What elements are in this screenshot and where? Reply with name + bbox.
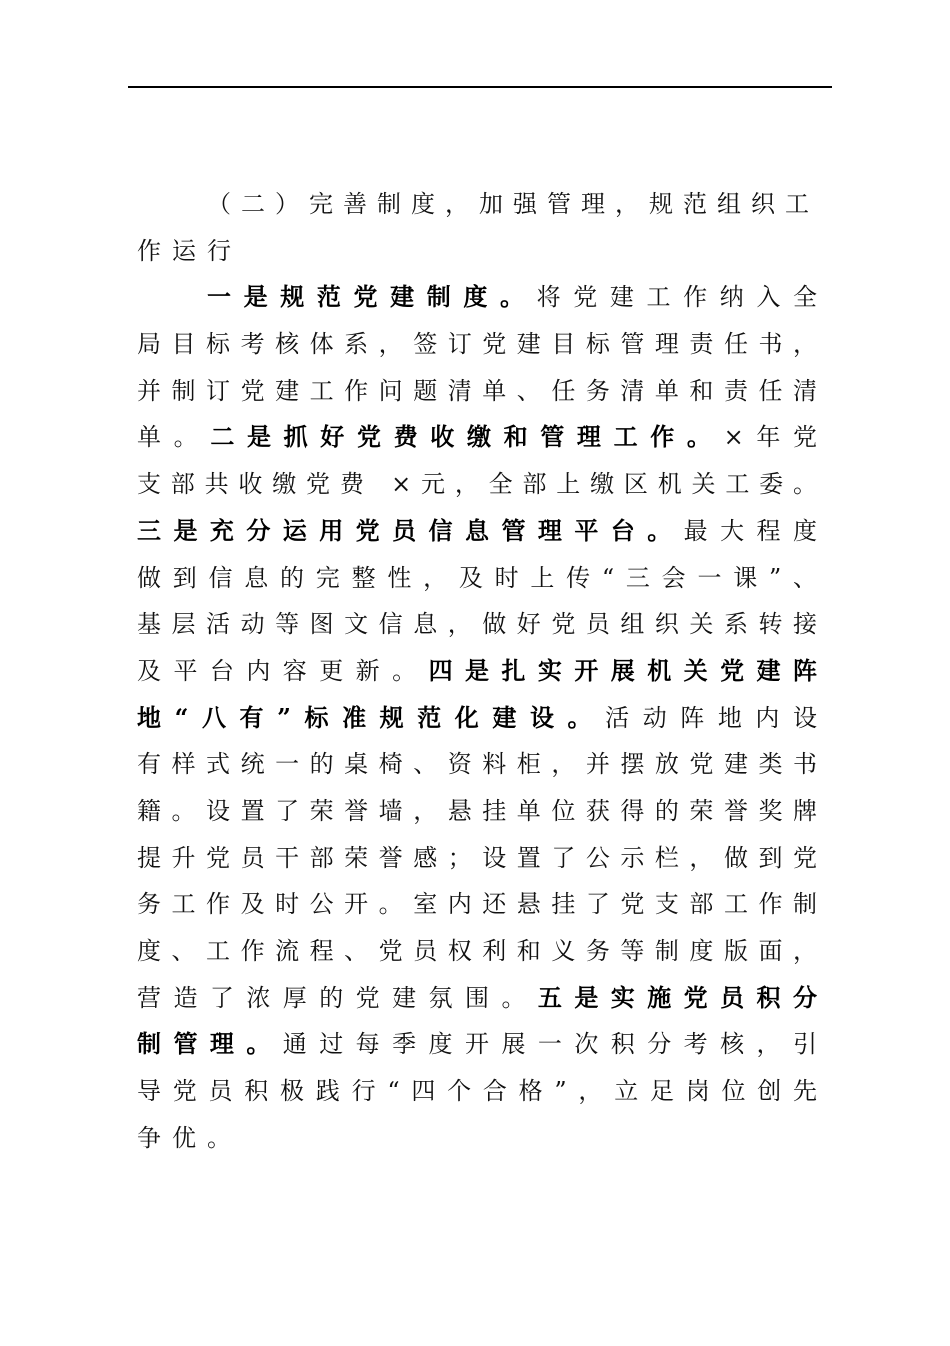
paragraph-text: 将党建工作纳入全 — [536, 283, 817, 312]
bold-point-3: 三是充分运用党员信息管理平台。 — [137, 515, 684, 545]
header-rule — [128, 86, 832, 88]
paragraph-line — [137, 508, 817, 555]
paragraph-line: 局目标考核体系，签订党建目标管理责任书， — [137, 330, 817, 359]
section-heading-line-1: （二）完善制度，加强管理，规范组织工 — [207, 190, 817, 218]
paragraph-line: 做到信息的完整性，及时上传“三会一课”、 — [137, 563, 817, 592]
paragraph-line: 有样式统一的桌椅、资料柜，并摆放党建类书 — [137, 750, 817, 779]
paragraph-line — [137, 274, 817, 321]
paragraph-text: 最大程度 — [683, 516, 818, 545]
paragraph-text: 营造了浓厚的党建氛围。 — [137, 983, 538, 1012]
paragraph-line: 务工作及时公开。室内还悬挂了党支部工作制 — [137, 890, 817, 919]
bold-point-5-cont: 制管理。 — [137, 1029, 283, 1059]
paragraph-last-line: 争优。 — [137, 1123, 242, 1152]
document-body — [137, 181, 817, 1161]
paragraph-line: 籍。设置了荣誉墙，悬挂单位获得的荣誉奖牌 — [137, 796, 817, 825]
paragraph-text: ×年党 — [723, 423, 818, 452]
bold-point-4-cont: 地“八有”标准规范化建设。 — [137, 702, 606, 732]
section-heading-line-2: 作运行 — [137, 236, 242, 265]
paragraph-line — [137, 695, 817, 742]
paragraph-line: 并制订党建工作问题清单、任务清单和责任清 — [137, 376, 817, 405]
paragraph-text: 活动阵地内设 — [605, 703, 818, 732]
paragraph-line — [137, 648, 817, 695]
paragraph-line: 度、工作流程、党员权利和义务等制度版面， — [137, 937, 817, 965]
paragraph-text: 通过每季度开展一次积分考核，引 — [282, 1030, 818, 1059]
bold-point-4: 四是扎实开展机关党建阵 — [428, 655, 818, 685]
paragraph-line: 提升党员干部荣誉感；设置了公示栏，做到党 — [137, 843, 817, 872]
paragraph-line: 导党员积极践行“四个合格”，立足岗位创先 — [137, 1077, 817, 1106]
bold-point-2: 二是抓好党费收缴和管理工作。 — [210, 422, 724, 452]
paragraph-text: 单。 — [137, 423, 211, 452]
paragraph-line — [137, 975, 817, 1022]
bold-point-1: 一是规范党建制度。 — [207, 282, 537, 312]
paragraph-line: 支部共收缴党费 ×元，全部上缴区机关工委。 — [137, 470, 817, 499]
paragraph-line — [137, 414, 817, 461]
paragraph-text: 及平台内容更新。 — [137, 656, 429, 685]
paragraph-line — [137, 1021, 817, 1068]
paragraph-line: 基层活动等图文信息，做好党员组织关系转接 — [137, 610, 817, 639]
bold-point-5: 五是实施党员积分 — [537, 982, 818, 1012]
